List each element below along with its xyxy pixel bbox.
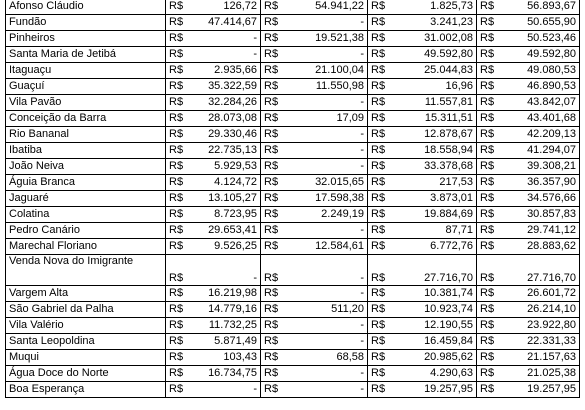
currency-cell: R$	[166, 47, 197, 63]
table-row	[6, 47, 580, 63]
value-1-cell: -	[197, 47, 261, 63]
currency-cell: R$	[261, 15, 292, 31]
table-row	[6, 207, 580, 223]
value-1-cell: 103,43	[197, 350, 261, 366]
value-1-cell: 22.735,13	[197, 143, 261, 159]
currency-cell: R$	[477, 15, 508, 31]
value-1-cell: 29.653,41	[197, 223, 261, 239]
currency-cell: R$	[368, 31, 399, 47]
value-2-cell: -	[292, 334, 368, 350]
total-cell: 36.357,90	[508, 175, 580, 191]
municipality-name-cell: Rio Bananal	[6, 127, 166, 143]
value-1-cell: 9.526,25	[197, 239, 261, 255]
currency-cell: R$	[368, 191, 399, 207]
total-cell: 29.741,12	[508, 223, 580, 239]
value-1-cell: -	[197, 31, 261, 47]
currency-cell: R$	[368, 159, 399, 175]
value-3-cell: 12.190,55	[399, 318, 477, 334]
municipality-name-cell: Colatina	[6, 207, 166, 223]
value-2-cell: -	[292, 286, 368, 302]
municipality-name-cell: Fundão	[6, 15, 166, 31]
value-1-cell: 14.779,16	[197, 302, 261, 318]
table-row	[6, 223, 580, 239]
total-cell: 23.922,80	[508, 318, 580, 334]
value-1-cell: 2.935,66	[197, 63, 261, 79]
currency-cell: R$	[261, 286, 292, 302]
total-cell: 56.893,67	[508, 0, 580, 15]
currency-cell: R$	[261, 334, 292, 350]
value-3-cell: 16.459,84	[399, 334, 477, 350]
value-3-cell: 19.257,95	[399, 382, 477, 398]
currency-cell: R$	[368, 255, 399, 286]
value-2-cell: -	[292, 366, 368, 382]
total-cell: 49.592,80	[508, 47, 580, 63]
value-3-cell: 49.592,80	[399, 47, 477, 63]
currency-cell: R$	[166, 95, 197, 111]
table-row	[6, 63, 580, 79]
table-row	[6, 255, 580, 286]
value-2-cell: -	[292, 159, 368, 175]
currency-cell: R$	[368, 302, 399, 318]
value-3-cell: 3.873,01	[399, 191, 477, 207]
table-row	[6, 159, 580, 175]
table-row	[6, 350, 580, 366]
currency-cell: R$	[261, 159, 292, 175]
table-row	[6, 286, 580, 302]
municipality-name-cell: Santa Leopoldina	[6, 334, 166, 350]
value-3-cell: 19.884,69	[399, 207, 477, 223]
table-row	[6, 95, 580, 111]
value-1-cell: 47.414,67	[197, 15, 261, 31]
table-body	[6, 0, 580, 398]
value-1-cell: 16.219,98	[197, 286, 261, 302]
value-2-cell: 19.521,38	[292, 31, 368, 47]
total-cell: 30.857,83	[508, 207, 580, 223]
currency-cell: R$	[368, 47, 399, 63]
total-cell: 26.214,10	[508, 302, 580, 318]
value-2-cell: 511,20	[292, 302, 368, 318]
table-row	[6, 302, 580, 318]
currency-cell: R$	[166, 223, 197, 239]
value-3-cell: 16,96	[399, 79, 477, 95]
currency-cell: R$	[261, 318, 292, 334]
currency-cell: R$	[166, 286, 197, 302]
currency-cell: R$	[477, 191, 508, 207]
currency-cell: R$	[368, 223, 399, 239]
table-row	[6, 366, 580, 382]
municipality-name-cell: São Gabriel da Palha	[6, 302, 166, 318]
municipality-name-cell: Santa Maria de Jetibá	[6, 47, 166, 63]
total-cell: 43.401,68	[508, 111, 580, 127]
table-row	[6, 79, 580, 95]
value-2-cell: 32.015,65	[292, 175, 368, 191]
total-cell: 27.716,70	[508, 255, 580, 286]
value-1-cell: 5.871,49	[197, 334, 261, 350]
value-2-cell: -	[292, 95, 368, 111]
currency-cell: R$	[477, 31, 508, 47]
municipality-name-cell: Pinheiros	[6, 31, 166, 47]
currency-cell: R$	[261, 95, 292, 111]
value-1-cell: -	[197, 382, 261, 398]
value-1-cell: -	[197, 255, 261, 286]
currency-cell: R$	[166, 366, 197, 382]
total-cell: 26.601,72	[508, 286, 580, 302]
currency-cell: R$	[166, 159, 197, 175]
currency-cell: R$	[368, 382, 399, 398]
value-3-cell: 18.558,94	[399, 143, 477, 159]
currency-cell: R$	[166, 318, 197, 334]
table-row	[6, 143, 580, 159]
table-row	[6, 31, 580, 47]
value-1-cell: 13.105,27	[197, 191, 261, 207]
table-row	[6, 318, 580, 334]
value-1-cell: 8.723,95	[197, 207, 261, 223]
currency-cell: R$	[261, 79, 292, 95]
currency-cell: R$	[261, 239, 292, 255]
currency-cell: R$	[477, 0, 508, 15]
currency-cell: R$	[166, 111, 197, 127]
currency-cell: R$	[368, 334, 399, 350]
currency-cell: R$	[368, 318, 399, 334]
currency-cell: R$	[261, 0, 292, 15]
total-cell: 50.655,90	[508, 15, 580, 31]
value-2-cell: -	[292, 318, 368, 334]
total-cell: 42.209,13	[508, 127, 580, 143]
municipality-name-cell: Boa Esperança	[6, 382, 166, 398]
currency-cell: R$	[261, 350, 292, 366]
value-1-cell: 4.124,72	[197, 175, 261, 191]
currency-cell: R$	[261, 63, 292, 79]
currency-cell: R$	[477, 47, 508, 63]
value-3-cell: 3.241,23	[399, 15, 477, 31]
value-2-cell: 12.584,61	[292, 239, 368, 255]
total-cell: 43.842,07	[508, 95, 580, 111]
municipality-name-cell: Vargem Alta	[6, 286, 166, 302]
municipality-name-cell: Itaguaçu	[6, 63, 166, 79]
municipality-name-cell: João Neiva	[6, 159, 166, 175]
currency-cell: R$	[368, 366, 399, 382]
value-3-cell: 87,71	[399, 223, 477, 239]
currency-cell: R$	[477, 95, 508, 111]
currency-cell: R$	[261, 127, 292, 143]
currency-cell: R$	[368, 143, 399, 159]
total-cell: 41.294,07	[508, 143, 580, 159]
value-3-cell: 10.923,74	[399, 302, 477, 318]
value-3-cell: 33.378,68	[399, 159, 477, 175]
value-3-cell: 6.772,76	[399, 239, 477, 255]
value-3-cell: 31.002,08	[399, 31, 477, 47]
currency-cell: R$	[477, 207, 508, 223]
currency-cell: R$	[166, 255, 197, 286]
currency-cell: R$	[477, 63, 508, 79]
municipality-name-cell: Ibatiba	[6, 143, 166, 159]
currency-cell: R$	[261, 47, 292, 63]
municipality-name-cell: Marechal Floriano	[6, 239, 166, 255]
value-2-cell: 11.550,98	[292, 79, 368, 95]
value-3-cell: 1.825,73	[399, 0, 477, 15]
currency-cell: R$	[166, 350, 197, 366]
total-cell: 19.257,95	[508, 382, 580, 398]
currency-cell: R$	[368, 15, 399, 31]
table-row	[6, 239, 580, 255]
currency-cell: R$	[477, 127, 508, 143]
currency-cell: R$	[261, 223, 292, 239]
currency-cell: R$	[477, 366, 508, 382]
total-cell: 21.157,63	[508, 350, 580, 366]
total-cell: 21.025,38	[508, 366, 580, 382]
currency-cell: R$	[477, 286, 508, 302]
currency-cell: R$	[166, 31, 197, 47]
table-row	[6, 15, 580, 31]
municipality-name-cell: Água Doce do Norte	[6, 366, 166, 382]
table-row	[6, 127, 580, 143]
value-3-cell: 20.985,62	[399, 350, 477, 366]
value-3-cell: 15.311,51	[399, 111, 477, 127]
currency-cell: R$	[477, 302, 508, 318]
value-2-cell: 2.249,19	[292, 207, 368, 223]
currency-cell: R$	[477, 334, 508, 350]
value-2-cell: -	[292, 15, 368, 31]
value-2-cell: -	[292, 143, 368, 159]
currency-cell: R$	[166, 239, 197, 255]
municipality-name-cell: Jaguaré	[6, 191, 166, 207]
currency-cell: R$	[368, 286, 399, 302]
value-2-cell: 21.100,04	[292, 63, 368, 79]
value-3-cell: 12.878,67	[399, 127, 477, 143]
value-1-cell: 35.322,59	[197, 79, 261, 95]
currency-cell: R$	[166, 382, 197, 398]
value-2-cell: -	[292, 47, 368, 63]
currency-cell: R$	[261, 382, 292, 398]
currency-cell: R$	[368, 0, 399, 15]
value-2-cell: 54.941,22	[292, 0, 368, 15]
value-3-cell: 25.044,83	[399, 63, 477, 79]
currency-cell: R$	[477, 111, 508, 127]
municipality-name-cell: Pedro Canário	[6, 223, 166, 239]
value-2-cell: -	[292, 255, 368, 286]
value-3-cell: 11.557,81	[399, 95, 477, 111]
currency-cell: R$	[368, 175, 399, 191]
value-1-cell: 28.073,08	[197, 111, 261, 127]
value-3-cell: 4.290,63	[399, 366, 477, 382]
currency-cell: R$	[477, 79, 508, 95]
total-cell: 22.331,33	[508, 334, 580, 350]
table-row	[6, 382, 580, 398]
municipality-name-cell: Conceição da Barra	[6, 111, 166, 127]
currency-cell: R$	[166, 191, 197, 207]
municipality-values-table	[5, 0, 580, 398]
total-cell: 46.890,53	[508, 79, 580, 95]
currency-cell: R$	[368, 127, 399, 143]
currency-cell: R$	[477, 382, 508, 398]
value-3-cell: 27.716,70	[399, 255, 477, 286]
currency-cell: R$	[368, 207, 399, 223]
municipality-name-cell: Guaçuí	[6, 79, 166, 95]
currency-cell: R$	[477, 318, 508, 334]
currency-cell: R$	[368, 63, 399, 79]
currency-cell: R$	[166, 143, 197, 159]
currency-cell: R$	[477, 255, 508, 286]
value-3-cell: 10.381,74	[399, 286, 477, 302]
table-row	[6, 0, 580, 15]
currency-cell: R$	[166, 302, 197, 318]
currency-cell: R$	[166, 63, 197, 79]
value-2-cell: -	[292, 223, 368, 239]
currency-cell: R$	[368, 111, 399, 127]
currency-cell: R$	[261, 302, 292, 318]
currency-cell: R$	[477, 175, 508, 191]
table-row	[6, 175, 580, 191]
currency-cell: R$	[477, 239, 508, 255]
value-1-cell: 126,72	[197, 0, 261, 15]
currency-cell: R$	[261, 143, 292, 159]
currency-cell: R$	[166, 334, 197, 350]
currency-cell: R$	[261, 111, 292, 127]
table-row	[6, 334, 580, 350]
currency-cell: R$	[166, 127, 197, 143]
value-2-cell: 17,09	[292, 111, 368, 127]
value-2-cell: -	[292, 382, 368, 398]
currency-cell: R$	[166, 79, 197, 95]
municipality-name-cell: Vila Pavão	[6, 95, 166, 111]
municipality-name-cell: Muqui	[6, 350, 166, 366]
value-1-cell: 16.734,75	[197, 366, 261, 382]
currency-cell: R$	[477, 223, 508, 239]
value-2-cell: 17.598,38	[292, 191, 368, 207]
currency-cell: R$	[166, 175, 197, 191]
total-cell: 49.080,53	[508, 63, 580, 79]
currency-cell: R$	[477, 350, 508, 366]
municipality-name-cell: Venda Nova do Imigrante	[6, 255, 166, 286]
currency-cell: R$	[261, 207, 292, 223]
municipality-name-cell: Afonso Cláudio	[6, 0, 166, 15]
value-1-cell: 29.330,46	[197, 127, 261, 143]
currency-cell: R$	[261, 191, 292, 207]
currency-cell: R$	[477, 159, 508, 175]
currency-cell: R$	[261, 175, 292, 191]
currency-cell: R$	[261, 366, 292, 382]
currency-cell: R$	[368, 350, 399, 366]
value-1-cell: 11.732,25	[197, 318, 261, 334]
currency-cell: R$	[477, 143, 508, 159]
value-1-cell: 5.929,53	[197, 159, 261, 175]
currency-cell: R$	[166, 0, 197, 15]
table-row	[6, 191, 580, 207]
municipality-name-cell: Vila Valério	[6, 318, 166, 334]
table-row	[6, 111, 580, 127]
currency-cell: R$	[368, 95, 399, 111]
currency-cell: R$	[261, 31, 292, 47]
total-cell: 34.576,66	[508, 191, 580, 207]
municipality-name-cell: Águia Branca	[6, 175, 166, 191]
currency-cell: R$	[261, 255, 292, 286]
total-cell: 50.523,46	[508, 31, 580, 47]
value-2-cell: 68,58	[292, 350, 368, 366]
currency-cell: R$	[368, 239, 399, 255]
currency-cell: R$	[166, 15, 197, 31]
value-1-cell: 32.284,26	[197, 95, 261, 111]
currency-cell: R$	[166, 207, 197, 223]
total-cell: 28.883,62	[508, 239, 580, 255]
currency-cell: R$	[368, 79, 399, 95]
total-cell: 39.308,21	[508, 159, 580, 175]
value-3-cell: 217,53	[399, 175, 477, 191]
value-2-cell: -	[292, 127, 368, 143]
